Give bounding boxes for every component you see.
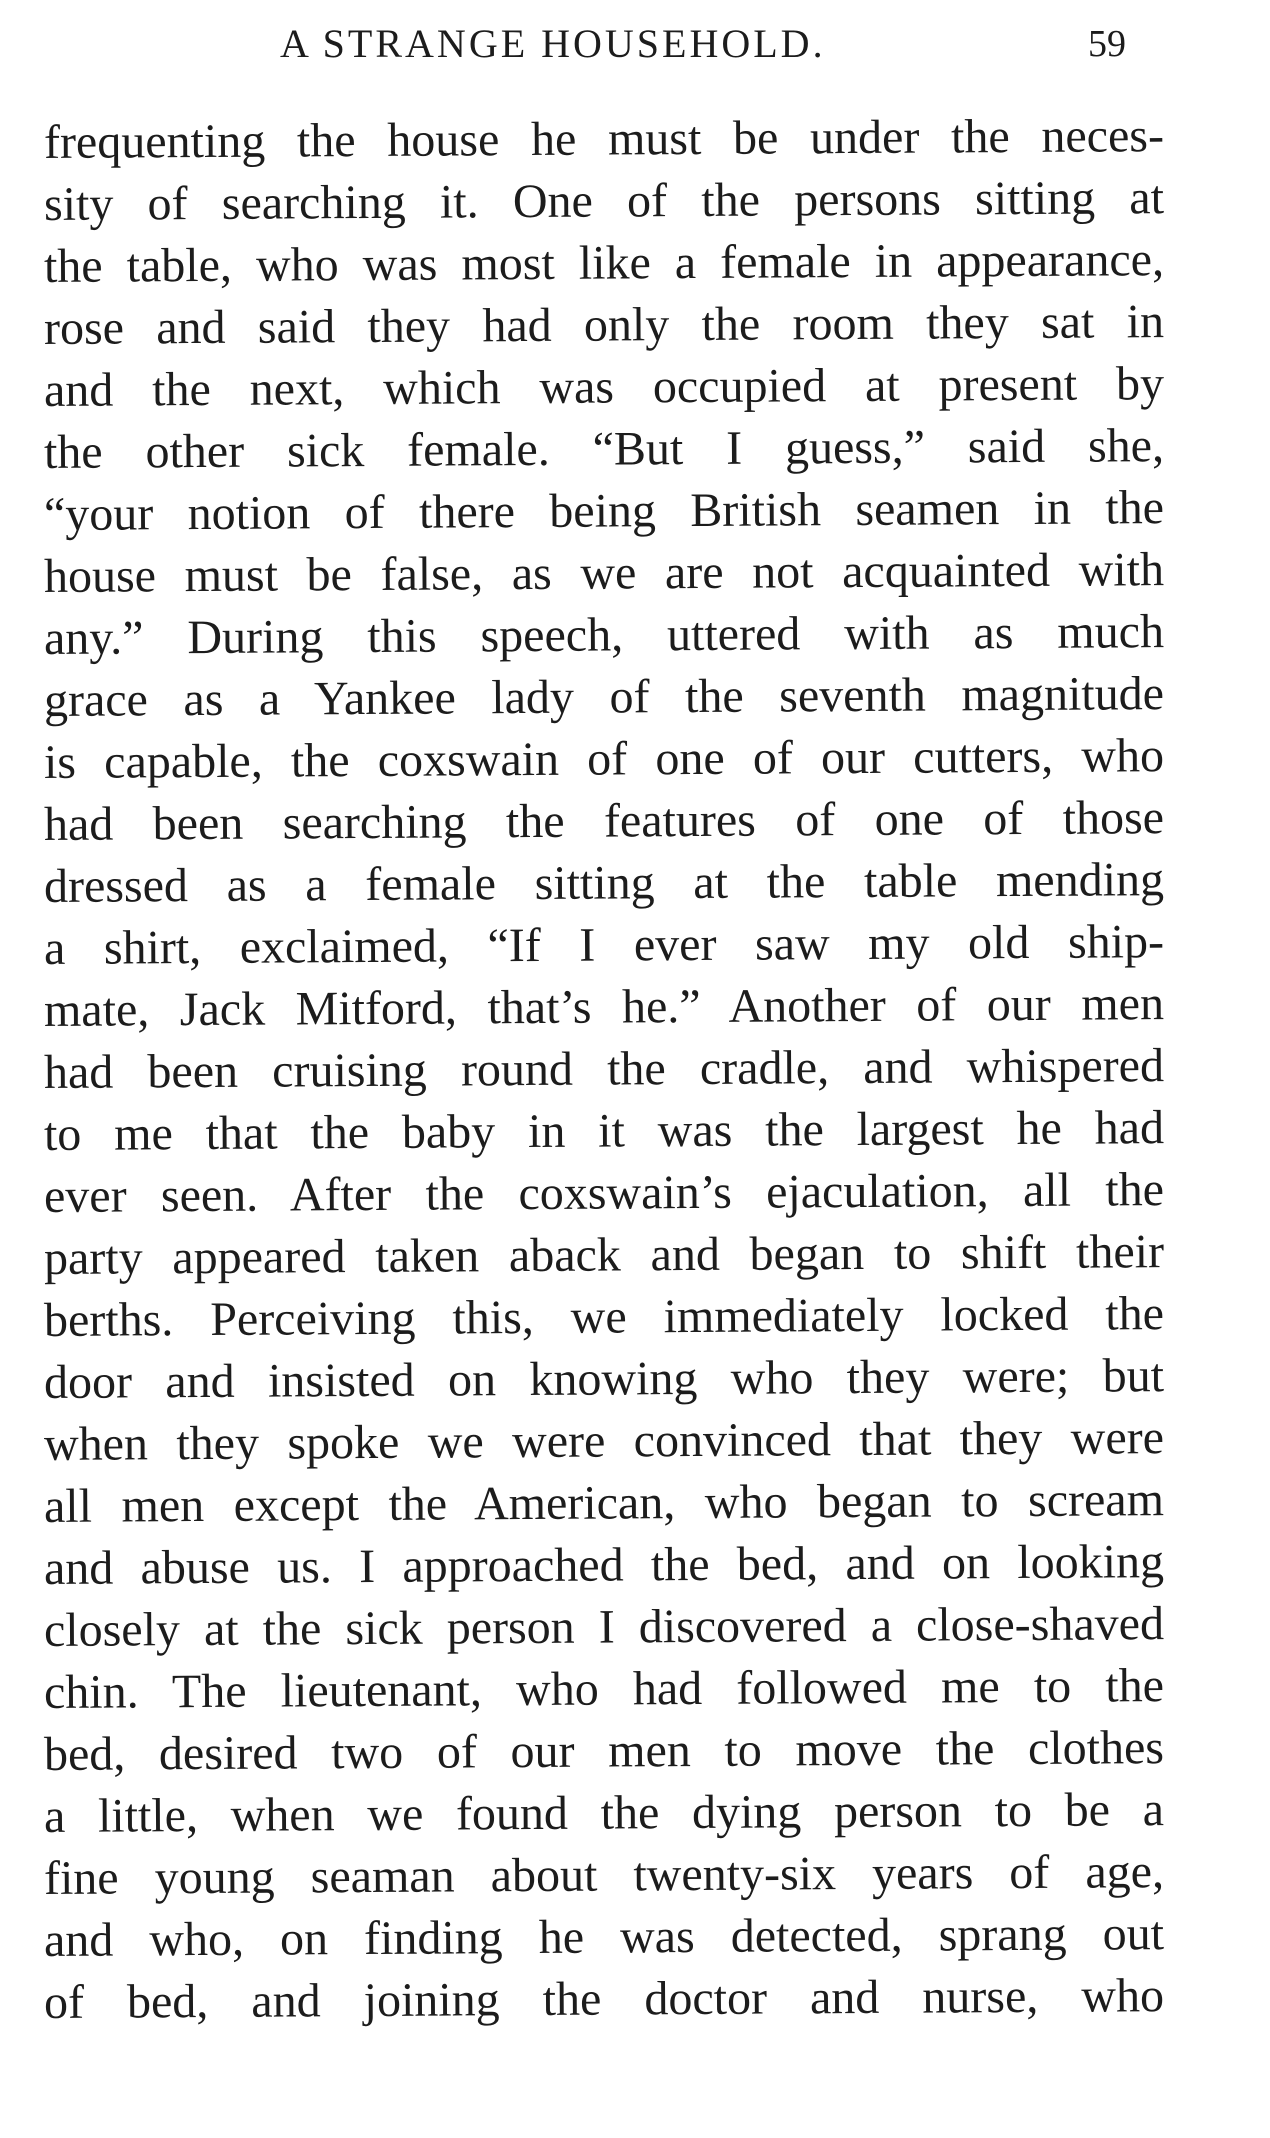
text-line: rose and said they had only the room they sat in	[43, 295, 1165, 355]
text-line: grace as a Yankee lady of the seventh magnitude	[43, 667, 1165, 727]
text-line: and abuse us. I approached the bed, and on looking	[43, 1535, 1165, 1595]
text-line: had been searching the features of one of those	[43, 791, 1165, 851]
text-line: a shirt, exclaimed, “If I ever saw my old ship-	[43, 915, 1165, 975]
text-line: closely at the sick person I discovered a close-shaved	[43, 1597, 1165, 1657]
text-line: a little, when we found the dying person to be a	[43, 1783, 1165, 1843]
text-line: when they spoke we were convinced that they were	[43, 1411, 1165, 1471]
text-line: berths. Perceiving this, we immediately locked the	[43, 1287, 1165, 1347]
text-line: to me that the baby in it was the largest he had	[43, 1101, 1165, 1161]
text-line: dressed as a female sitting at the table mending	[43, 853, 1165, 913]
text-line: all men except the American, who began to scream	[43, 1473, 1165, 1533]
text-line: mate, Jack Mitford, that’s he.” Another of our men	[43, 977, 1165, 1037]
running-head	[0, 20, 1270, 80]
text-line: party appeared taken aback and began to shift their	[43, 1225, 1165, 1285]
text-line: and the next, which was occupied at present by	[43, 357, 1165, 417]
text-line: the table, who was most like a female in appearance,	[43, 233, 1165, 293]
text-line: chin. The lieutenant, who had followed me to the	[43, 1659, 1165, 1719]
text-line: ever seen. After the coxswain’s ejaculation, all the	[43, 1163, 1165, 1223]
page-number: 59	[1088, 23, 1126, 65]
text-line: the other sick female. “But I guess,” said she,	[43, 419, 1165, 479]
text-line: frequenting the house he must be under the neces-	[43, 109, 1165, 169]
body-text	[43, 109, 1165, 2034]
text-line: house must be false, as we are not acquainted with	[43, 543, 1165, 603]
text-line: “your notion of there being British seamen in the	[43, 481, 1165, 541]
text-line: sity of searching it. One of the persons sitting at	[43, 171, 1165, 231]
text-line: door and insisted on knowing who they were; but	[43, 1349, 1165, 1409]
text-line: of bed, and joining the doctor and nurse, who	[43, 1969, 1165, 2029]
text-line: is capable, the coxswain of one of our cutters, who	[43, 729, 1165, 789]
text-line: any.” During this speech, uttered with as much	[43, 605, 1165, 665]
text-line: fine young seaman about twenty-six years of age,	[43, 1845, 1165, 1905]
text-line: bed, desired two of our men to move the clothes	[43, 1721, 1165, 1781]
running-title: A STRANGE HOUSEHOLD.	[280, 21, 826, 66]
text-line: and who, on finding he was detected, sprang out	[43, 1907, 1165, 1967]
text-line: had been cruising round the cradle, and whispered	[43, 1039, 1165, 1099]
